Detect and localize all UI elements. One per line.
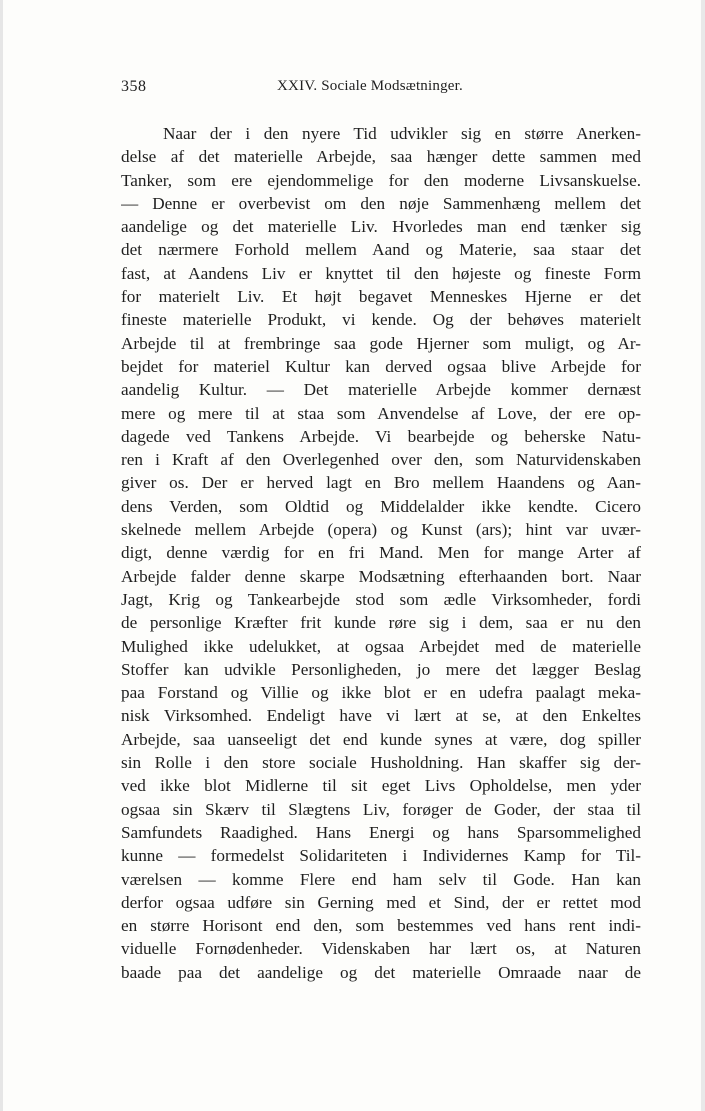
text-line: skelnede mellem Arbejde (opera) og Kunst (ars); hint var uvær- [121, 520, 641, 540]
text-line: baade paa det aandelige og det materielle Omraade naar de [121, 962, 641, 982]
text-line: Jagt, Krig og Tankearbejde stod som ædle Virksomheder, fordi [121, 589, 641, 609]
body-text [121, 122, 641, 984]
text-line: Naar der i den nyere Tid udvikler sig en større Anerken- [163, 124, 641, 143]
text-line: det nærmere Forhold mellem Aand og Materie, saa staar det [121, 240, 641, 260]
running-head: XXIV. Sociale Modsætninger. [277, 78, 463, 94]
text-line: for materielt Liv. Et højt begavet Menneskes Hjerne er det [121, 287, 641, 307]
text-line: Tanker, som ere ejendommelige for den moderne Livsanskuelse. [121, 170, 641, 190]
text-line: digt, denne værdig for en fri Mand. Men for mange Arter af [121, 543, 641, 563]
text-line: Arbejde til at frembringe saa gode Hjerner som muligt, og Ar- [121, 333, 641, 353]
text-line: ved ikke blot Midlerne til sit eget Livs Opholdelse, men yder [121, 776, 641, 796]
text-line: ogsaa sin Skærv til Slægtens Liv, forøger de Goder, der staa til [121, 799, 641, 819]
text-line: sin Rolle i den store sociale Husholdning. Han skaffer sig der- [121, 753, 641, 773]
text-line: Mulighed ikke udelukket, at ogsaa Arbejdet med de materielle [121, 636, 641, 656]
text-line: Stoffer kan udvikle Personligheden, jo mere det lægger Beslag [121, 659, 641, 679]
page-number: 358 [121, 78, 147, 95]
text-line: fineste materielle Produkt, vi kende. Og der behøves materielt [121, 310, 641, 330]
text-line: delse af det materielle Arbejde, saa hænger dette sammen med [121, 147, 641, 167]
text-line: dens Verden, som Oldtid og Middelalder ikke kendte. Cicero [121, 496, 641, 516]
text-line: en større Horisont end den, som bestemmes ved hans rent indi- [121, 916, 641, 936]
text-line: giver os. Der er herved lagt en Bro mellem Haandens og Aan- [121, 473, 641, 493]
text-line: mere og mere til at staa som Anvendelse af Love, der ere op- [121, 403, 641, 423]
text-line: bejdet for materiel Kultur kan derved ogsaa blive Arbejde for [121, 356, 641, 376]
text-line: derfor ogsaa udføre sin Gerning med et Sind, der er rettet mod [121, 892, 641, 912]
text-line: aandelig Kultur. — Det materielle Arbejde kommer dernæst [121, 380, 641, 400]
text-line: nisk Virksomhed. Endeligt have vi lært at se, at den Enkeltes [121, 706, 641, 726]
text-line: aandelige og det materielle Liv. Hvorledes man end tænker sig [121, 217, 641, 237]
text-line: Arbejde falder denne skarpe Modsætning efterhaanden bort. Naar [121, 566, 641, 586]
text-line: dagede ved Tankens Arbejde. Vi bearbejde og beherske Natu- [121, 426, 641, 446]
text-line: kunne — formedelst Solidariteten i Individernes Kamp for Til- [121, 846, 641, 866]
text-line: — Denne er overbevist om den nøje Sammenhæng mellem det [121, 193, 641, 213]
page-header [121, 78, 641, 100]
text-line: paa Forstand og Villie og ikke blot er en udefra paalagt meka- [121, 683, 641, 703]
text-line: fast, at Aandens Liv er knyttet til den højeste og fineste Form [121, 263, 641, 283]
text-line: Samfundets Raadighed. Hans Energi og hans Sparsommelighed [121, 822, 641, 842]
text-line: Arbejde, saa uanseeligt det end kunde synes at være, dog spiller [121, 729, 641, 749]
text-line: ren i Kraft af den Overlegenhed over den, som Naturvidenskaben [121, 450, 641, 470]
text-line: de personlige Kræfter frit kunde røre sig i dem, saa er nu den [121, 613, 641, 633]
text-line: værelsen — komme Flere end ham selv til Gode. Han kan [121, 869, 641, 889]
text-line: viduelle Fornødenheder. Videnskaben har lært os, at Naturen [121, 939, 641, 959]
